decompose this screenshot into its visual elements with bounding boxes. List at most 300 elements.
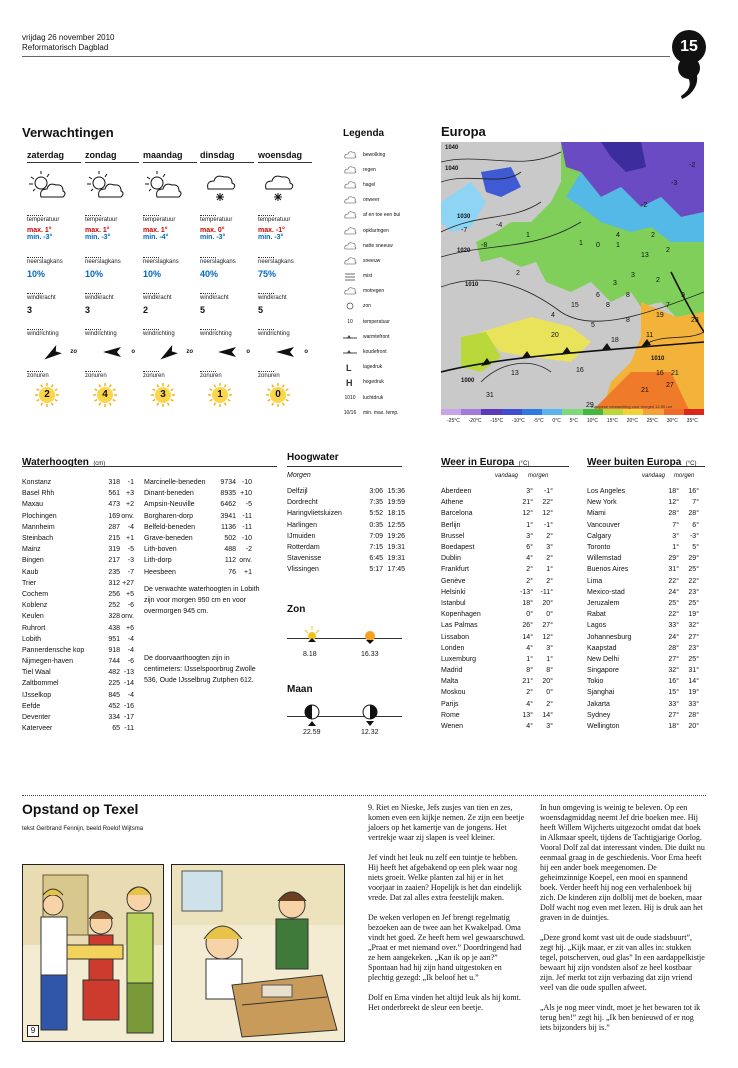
- map-temperature: 3: [631, 272, 635, 279]
- table-cell: -13: [123, 669, 134, 677]
- table-cell: 482: [108, 669, 120, 677]
- table-cell: IJsselkop: [22, 691, 52, 699]
- table-cell: Athene: [441, 499, 464, 507]
- wind-force: 5: [200, 305, 206, 315]
- table-cell: +3: [126, 490, 134, 498]
- wind-force: 5: [258, 305, 264, 315]
- table-row: [587, 564, 699, 575]
- forecast-day-zaterdag: [27, 150, 81, 407]
- sunrise-time: 8.18: [303, 651, 317, 658]
- spacer: [143, 279, 197, 289]
- comic-panel-number: 9: [27, 1025, 39, 1037]
- comic-illustration-right: [172, 865, 345, 1042]
- sun-hours-badge: [266, 383, 290, 407]
- map-temperature: 13: [511, 370, 519, 377]
- sun-cloud-icon: [27, 169, 81, 211]
- table-cell: Frankfurt: [441, 566, 470, 574]
- table-row: [22, 678, 134, 689]
- table-cell: -11: [242, 512, 252, 520]
- scale-label: 20°C: [626, 418, 638, 424]
- temperature-scale-bar: [441, 409, 704, 415]
- table-cell: 18°: [668, 723, 679, 731]
- weer-buiten-rule: [587, 466, 705, 467]
- table-cell: Mexico-stad: [587, 588, 625, 596]
- map-credit: Europese verwachting voor morgen 12.00 uur: [591, 404, 673, 409]
- isobar-label: 1030: [457, 214, 471, 220]
- table-row: [441, 643, 553, 654]
- thunder-icon: [343, 195, 357, 205]
- table-row: [587, 553, 699, 564]
- table-cell: 31°: [668, 566, 679, 574]
- waterhoogten-unit: (cm): [93, 461, 106, 467]
- legend-minmax-value: 10/16: [343, 409, 357, 416]
- table-cell: 32°: [668, 667, 679, 675]
- table-cell: 7:15: [369, 544, 383, 552]
- table-cell: Kaub: [22, 568, 39, 576]
- table-cell: Keulen: [22, 613, 44, 621]
- table-cell: 2°: [546, 700, 553, 708]
- min-temp: min. -3°: [200, 234, 226, 241]
- table-cell: Ruhrort: [22, 624, 46, 632]
- cold-front-icon: [343, 347, 357, 357]
- table-cell: Kopenhagen: [441, 611, 481, 619]
- rain-label: neerslagkans: [258, 259, 294, 265]
- table-row: [144, 555, 252, 566]
- table-cell: Mainz: [22, 546, 41, 554]
- table-cell: Lagos: [587, 622, 607, 630]
- table-cell: 561: [108, 490, 120, 498]
- map-temperature: 3: [613, 280, 617, 287]
- scale-swatch: [684, 409, 704, 415]
- table-cell: 2°: [546, 555, 553, 563]
- table-row: [587, 609, 699, 620]
- scale-label: -15°C: [490, 418, 504, 424]
- map-temperature: 4: [551, 312, 555, 319]
- table-cell: -4: [127, 635, 134, 643]
- legend-label: koudefront: [363, 349, 387, 356]
- table-cell: Delfzijl: [287, 488, 308, 496]
- sun-hours: 3: [160, 389, 166, 400]
- table-row: [22, 533, 134, 544]
- wind-arrow-icon: [200, 337, 254, 367]
- table-cell: -4: [127, 691, 134, 699]
- wind-force: 3: [85, 305, 91, 315]
- table-cell: 2°: [546, 577, 553, 585]
- table-row: [587, 721, 699, 732]
- table-cell: 15:36: [387, 488, 405, 496]
- scale-label: 25°C: [646, 418, 658, 424]
- weer-buiten-table: [587, 486, 699, 732]
- sun-hours: 4: [102, 389, 108, 400]
- table-cell: -1°: [543, 521, 553, 529]
- min-temp: min. -3°: [85, 234, 111, 241]
- sunrise-icon: [304, 626, 320, 646]
- comic-title: Opstand op Texel: [22, 801, 139, 817]
- table-row: [22, 522, 134, 533]
- table-cell: 20°: [542, 678, 553, 686]
- weer-buiten-unit: (°C): [685, 461, 697, 467]
- legend-item: [343, 223, 433, 238]
- table-cell: -11°: [540, 588, 553, 596]
- map-temperature: 20: [551, 332, 559, 339]
- sleet-icon: [343, 241, 357, 251]
- map-temperature: 7: [666, 302, 670, 309]
- section-separator: [22, 795, 706, 796]
- table-cell: Vancouver: [587, 521, 620, 529]
- sun-hours-label: zonuren: [143, 373, 165, 379]
- table-cell: 65: [112, 725, 120, 733]
- table-cell: 6°: [692, 521, 699, 529]
- table-row: [441, 721, 553, 732]
- rain-label: neerslagkans: [143, 259, 179, 265]
- map-temperature: 31: [486, 392, 494, 399]
- table-cell: Willemstad: [587, 555, 622, 563]
- table-row: [144, 567, 252, 578]
- newspaper-name: Reformatorisch Dagblad: [22, 43, 109, 52]
- table-cell: Maxau: [22, 501, 44, 509]
- table-cell: -11: [124, 725, 134, 733]
- table-cell: 0°: [546, 611, 553, 619]
- table-cell: Harlingen: [287, 521, 317, 529]
- table-cell: Steinbach: [22, 535, 54, 543]
- header-date-block: [22, 33, 115, 53]
- sun-hours: 2: [44, 389, 50, 400]
- table-cell: 319: [108, 546, 120, 554]
- table-cell: 21°: [522, 678, 533, 686]
- table-cell: 8°: [526, 667, 533, 675]
- scale-label: 5°C: [569, 418, 579, 424]
- legend-label: mist: [363, 273, 373, 280]
- table-row: [22, 634, 134, 645]
- legend-pressure-value: 1010: [344, 394, 356, 401]
- table-cell: 1°: [546, 655, 553, 663]
- table-cell: 22°: [668, 611, 679, 619]
- table-cell: Trier: [22, 579, 37, 587]
- map-temperature: -7: [461, 227, 468, 234]
- table-cell: Boedapest: [441, 544, 475, 552]
- temperature-label: temperatuur: [143, 217, 176, 223]
- table-row: [441, 497, 553, 508]
- table-cell: 845: [108, 691, 120, 699]
- spacer: [85, 241, 139, 253]
- table-row: [22, 645, 134, 656]
- day-name: dinsdag: [200, 150, 254, 163]
- table-row: [587, 643, 699, 654]
- table-cell: 24°: [668, 588, 679, 596]
- table-row: [22, 667, 134, 678]
- rain-label: neerslagkans: [200, 259, 236, 265]
- table-cell: Wenen: [441, 723, 464, 731]
- sun-hours: 1: [217, 389, 223, 400]
- table-cell: 8935: [220, 490, 236, 498]
- table-cell: 4°: [526, 723, 533, 731]
- weer-buiten-title: Weer buiten Europa: [587, 457, 682, 468]
- wind-direction-label: windrichting: [200, 331, 232, 337]
- spacer: [27, 315, 81, 325]
- table-cell: 3:06: [369, 488, 383, 496]
- scale-swatch: [481, 409, 501, 415]
- table-cell: 32°: [688, 622, 699, 630]
- issue-date: vrijdag 26 november 2010: [22, 33, 115, 42]
- spacer: [143, 315, 197, 325]
- table-cell: 256: [108, 590, 120, 598]
- isobar-label: 1010: [651, 356, 665, 362]
- table-cell: Helsinki: [441, 588, 466, 596]
- table-cell: 235: [108, 568, 120, 576]
- weer-buiten-col-tomorrow: morgen: [674, 473, 695, 479]
- map-temperature: 2: [656, 277, 660, 284]
- drizzle-icon: [343, 286, 357, 296]
- table-row: [22, 656, 134, 667]
- table-row: [587, 531, 699, 542]
- legend-item: [343, 177, 433, 192]
- moonset-icon: [360, 702, 380, 728]
- legend-label: luchtdruk: [363, 394, 384, 401]
- table-cell: 488: [224, 546, 236, 554]
- sun-hours-label: zonuren: [258, 373, 280, 379]
- table-cell: Rotterdam: [287, 544, 320, 552]
- table-cell: Luxemburg: [441, 655, 477, 663]
- sun-hours-badge: [151, 383, 175, 407]
- table-cell: 1°: [526, 655, 533, 663]
- comic-illustration-left: [23, 865, 164, 1042]
- table-cell: -5: [245, 501, 252, 509]
- min-temp: min. -4°: [143, 234, 169, 241]
- map-temperature: 1: [616, 242, 620, 249]
- legend-item: [343, 147, 433, 162]
- table-row: [441, 654, 553, 665]
- header-rule: [22, 56, 670, 57]
- table-cell: Toronto: [587, 544, 611, 552]
- legend-item: [343, 208, 433, 223]
- table-cell: Tokio: [587, 678, 604, 686]
- temperature-scale: [441, 409, 704, 424]
- table-cell: Malta: [441, 678, 459, 686]
- moon-title: Maan: [287, 684, 313, 695]
- map-temperature: 15: [571, 302, 579, 309]
- table-cell: +27: [122, 579, 134, 587]
- legend-label: regen: [363, 166, 376, 173]
- max-temp: max. 1°: [85, 227, 110, 234]
- map-temperature: 18: [611, 337, 619, 344]
- table-row: [587, 576, 699, 587]
- scale-swatch: [623, 409, 643, 415]
- table-cell: +2: [126, 501, 134, 509]
- table-cell: +6: [126, 624, 134, 632]
- table-row: [441, 676, 553, 687]
- clearing-icon: [343, 226, 357, 236]
- table-cell: Lith-dorp: [144, 557, 172, 565]
- temperature-label: temperatuur: [258, 217, 291, 223]
- table-row: [287, 531, 405, 542]
- scale-label: 35°C: [686, 418, 698, 424]
- table-cell: +1: [126, 535, 134, 543]
- legend-label: onweer: [363, 197, 380, 204]
- table-row: [441, 631, 553, 642]
- table-cell: 6462: [220, 501, 236, 509]
- rain-icon: [343, 165, 357, 175]
- paragraph: „Deze grond komt vast uit de oude stadsbuurt”, zegt hij. „Kijk maar, er zit van alles in: stukken tegel, potscherven, oud glas” In een aardappelkistje bewaart hij zijn vondsten alsof ze heel kostbaar zijn. Jef merkt tot zijn verbazing dat zijn vriend veel van die oude spullen afweet.: [540, 933, 705, 992]
- moonrise-icon: [302, 702, 322, 728]
- table-cell: -1: [127, 479, 134, 487]
- legend-item: [343, 269, 433, 284]
- table-cell: Brussel: [441, 532, 465, 540]
- table-cell: 22°: [668, 577, 679, 585]
- table-row: [287, 553, 405, 564]
- wind-direction: o: [131, 349, 135, 355]
- table-row: [22, 555, 134, 566]
- table-cell: Dordrecht: [287, 499, 318, 507]
- table-row: [441, 576, 553, 587]
- wind-label: windkracht: [27, 295, 56, 301]
- isobar-label: 1020: [457, 248, 471, 254]
- spacer: [27, 241, 81, 253]
- table-row: [587, 486, 699, 497]
- table-cell: 4°: [526, 644, 533, 652]
- day-name: zondag: [85, 150, 139, 163]
- shower-icon: [343, 210, 357, 220]
- rain-chance: 10%: [27, 269, 46, 279]
- table-cell: Rabat: [587, 611, 606, 619]
- table-cell: 3°: [546, 723, 553, 731]
- warm-front-icon: [343, 332, 357, 342]
- table-cell: 18°: [522, 599, 533, 607]
- legend-label: zon: [363, 303, 372, 310]
- wind-direction: zo: [186, 349, 193, 355]
- table-cell: -3°: [689, 532, 699, 540]
- isobar-label: 1040: [445, 145, 459, 151]
- low-pressure-icon: [343, 362, 357, 372]
- legend-label: min. max. temp.: [363, 409, 399, 416]
- map-temperature: 0: [596, 242, 600, 249]
- table-cell: 4°: [526, 700, 533, 708]
- table-row: [441, 620, 553, 631]
- legend-label: opklaringen: [363, 227, 389, 234]
- sun-title: Zon: [287, 604, 306, 615]
- weer-europa-col-tomorrow: morgen: [528, 473, 549, 479]
- table-cell: Jakarta: [587, 700, 610, 708]
- table-cell: Konstanz: [22, 479, 52, 487]
- map-temperature: 8: [606, 302, 610, 309]
- table-cell: -11: [242, 523, 252, 531]
- wind-label: windkracht: [258, 295, 287, 301]
- paragraph: De weken verlopen en Jef brengt regelmatig bezoeken aan de twee aan het Kwakelpad. Oma vindt het goed. Ze heeft hem wel gewaarschuwd. „Praat er met niemand over.” Doordringend had ze hem aangekeken. „Kan ik op je aan?” Spontaan had hij zijn hand uitgestoken en plechtig gezegd: „Ik beloof het u.”: [368, 913, 526, 982]
- map-temperature: 21: [671, 370, 679, 377]
- comic-panel-right: [171, 864, 345, 1042]
- table-cell: 19:31: [387, 544, 405, 552]
- legend-item: [343, 253, 433, 268]
- table-cell: 4°: [526, 555, 533, 563]
- table-cell: 3°: [526, 532, 533, 540]
- legend-item: [343, 299, 433, 314]
- table-row: [22, 477, 134, 488]
- table-row: [441, 508, 553, 519]
- sun-hours-label: zonuren: [27, 373, 49, 379]
- forecast-day-dinsdag: [200, 150, 254, 407]
- legend-item: [343, 284, 433, 299]
- table-row: [287, 508, 405, 519]
- table-cell: 2°: [526, 566, 533, 574]
- wind-direction: o: [246, 349, 250, 355]
- table-cell: 22°: [542, 499, 553, 507]
- legend-item: [343, 360, 433, 375]
- paragraph: Jef vindt het leuk nu zelf een tuintje te hebben. Hij heeft het afgebakend op een plek waar nog niets groeit. Welke planten zal hij er in het voorjaar in zaaien? Hopelijk is het dan eindelijk vrede. Dat zal alles extra feestelijk maken.: [368, 853, 522, 902]
- table-cell: 25°: [668, 599, 679, 607]
- table-cell: Genève: [441, 577, 466, 585]
- table-cell: Dublin: [441, 555, 461, 563]
- table-row: [144, 544, 252, 555]
- table-row: [587, 598, 699, 609]
- table-cell: Aberdeen: [441, 488, 472, 496]
- table-row: [22, 589, 134, 600]
- waterhoogten-table-left: [22, 477, 134, 734]
- legend-item: [343, 162, 433, 177]
- table-row: [441, 542, 553, 553]
- scale-label: -20°C: [468, 418, 482, 424]
- legend-label: motregen: [363, 288, 385, 295]
- wind-direction: o: [304, 349, 308, 355]
- table-cell: 14°: [688, 678, 699, 686]
- map-temperature: 13: [641, 252, 649, 259]
- rain-label: neerslagkans: [85, 259, 121, 265]
- table-row: [22, 499, 134, 510]
- moonset-time: 12.32: [361, 729, 379, 736]
- map-temperature: 2: [516, 270, 520, 277]
- table-row: [22, 701, 134, 712]
- table-cell: Dinant-beneden: [144, 490, 194, 498]
- table-row: [22, 600, 134, 611]
- map-temperature: 9: [681, 292, 685, 299]
- forecast-day-maandag: [143, 150, 197, 407]
- table-row: [22, 712, 134, 723]
- table-row: [287, 542, 405, 553]
- legend-label: hagel: [363, 181, 376, 188]
- table-cell: Kaapstad: [587, 644, 617, 652]
- waterhoogten-table-right: [144, 477, 252, 578]
- table-cell: 28°: [668, 510, 679, 518]
- sun-cloud-icon: [143, 169, 197, 211]
- table-cell: 7°: [692, 499, 699, 507]
- scale-label: -5°C: [533, 418, 544, 424]
- table-cell: Sjanghai: [587, 689, 615, 697]
- snow-icon: [343, 256, 357, 266]
- table-cell: Los Angeles: [587, 488, 626, 496]
- table-row: [144, 522, 252, 533]
- wind-direction-label: windrichting: [27, 331, 59, 337]
- table-cell: 2°: [546, 532, 553, 540]
- table-cell: Singapore: [587, 667, 619, 675]
- table-cell: 28°: [688, 510, 699, 518]
- legend-label: temperatuur: [363, 318, 390, 325]
- table-cell: Jeruzalem: [587, 599, 620, 607]
- wind-arrow-icon: [258, 337, 312, 367]
- snow-cloud-icon: [200, 169, 254, 211]
- table-row: [587, 631, 699, 642]
- scale-swatch: [562, 409, 582, 415]
- table-cell: 334: [108, 714, 120, 722]
- legend: [343, 128, 433, 420]
- map-temperature: -4: [496, 222, 503, 229]
- scale-swatch: [583, 409, 603, 415]
- table-cell: Haringvlietsluizen: [287, 510, 342, 518]
- table-cell: 33°: [668, 622, 679, 630]
- table-row: [22, 723, 134, 734]
- table-cell: 19:31: [387, 555, 405, 563]
- weer-europa-rule: [441, 466, 569, 467]
- scale-swatch: [643, 409, 663, 415]
- table-cell: 5:17: [369, 566, 383, 574]
- wind-arrow-icon: [27, 337, 81, 367]
